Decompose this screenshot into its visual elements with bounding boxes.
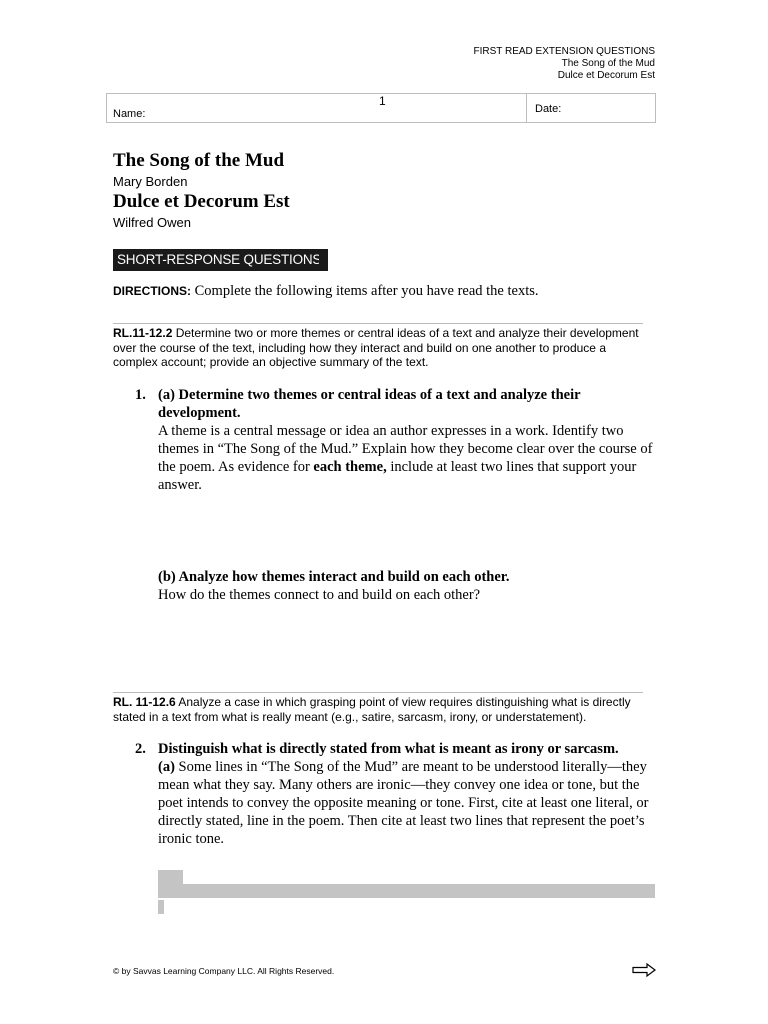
title-song-of-the-mud: The Song of the Mud: [113, 150, 285, 171]
standard-rl-11-12-2: [113, 326, 653, 370]
standard-rl-11-12-6: [113, 695, 653, 724]
author-mary-borden: Mary Borden: [113, 174, 188, 189]
directions-text: Complete the following items after you have read the texts.: [191, 283, 539, 299]
question-1b-heading: (b) Analyze how themes interact and build on each other.: [158, 569, 510, 585]
header-line-3: Dulce et Decorum Est: [557, 70, 655, 81]
name-date-box: [106, 93, 656, 123]
author-wilfred-owen: Wilfred Owen: [113, 215, 192, 230]
question-2a-text: (a) Some lines in “The Song of the Mud” are meant to be understood literally—they mean what they say. Many others are ironic—they convey one idea or tone, but the poet intends to convey the opposite meaning or tone. First, cite at least one literal, or directly stated, line in the poem. Then cite at least two lines that represent the poet’s ironic tone.: [158, 759, 649, 847]
right-arrow-icon[interactable]: [632, 963, 656, 977]
header-line-2: The Song of the Mud: [561, 58, 655, 69]
copyright-footer: © by Savvas Learning Company LLC. All Rights Reserved.: [113, 966, 335, 976]
question-1b-text: How do the themes connect to and build on each other?: [158, 587, 481, 603]
banner-arrow-tip: [319, 249, 326, 271]
divider: [113, 323, 643, 324]
answer-box-tab: [158, 870, 183, 885]
name-label: Name:: [113, 108, 146, 120]
standard-text: Analyze a case in which grasping point of view requires distinguishing what is directly stated in a text from what is really meant (e.g., satire, sarcasm, irony, or understatement).: [113, 695, 631, 724]
standard-code: RL. 11-12.6: [113, 695, 176, 709]
header-line-1: FIRST READ EXTENSION QUESTIONS: [473, 46, 655, 57]
question-1: [135, 386, 655, 494]
date-label: Date:: [535, 103, 562, 115]
page-number: 1: [379, 94, 386, 108]
directions: [113, 283, 539, 300]
question-1a-heading: (a) Determine two themes or central ideas of a text and analyze their development.: [158, 387, 581, 421]
divider: [113, 692, 643, 693]
question-number: 1.: [135, 387, 146, 403]
answer-box-edge: [158, 900, 164, 914]
answer-box-header: [158, 884, 655, 898]
question-number: 2.: [135, 741, 146, 757]
question-2-heading: Distinguish what is directly stated from what is meant as irony or sarcasm.: [158, 741, 619, 757]
question-1a-text: A theme is a central message or idea an author expresses in a work. Identify two themes in “The Song of the Mud.” Explain how they become clear over the course of the poem. As evidence for each theme, include at least two lines that support your answer.: [158, 423, 653, 493]
question-2: [135, 740, 655, 848]
section-banner: SHORT-RESPONSE QUESTIONS: [113, 249, 328, 271]
standard-code: RL.11-12.2: [113, 326, 173, 340]
title-dulce-et-decorum-est: Dulce et Decorum Est: [113, 191, 290, 212]
date-cell: [526, 94, 656, 122]
directions-label: DIRECTIONS:: [113, 284, 191, 298]
standard-text: Determine two or more themes or central ideas of a text and analyze their development over the course of the text, including how they interact and build on one another to produce a complex account; provide an objective summary of the text.: [113, 326, 639, 369]
question-1b: [135, 568, 655, 604]
running-header: [473, 46, 655, 82]
